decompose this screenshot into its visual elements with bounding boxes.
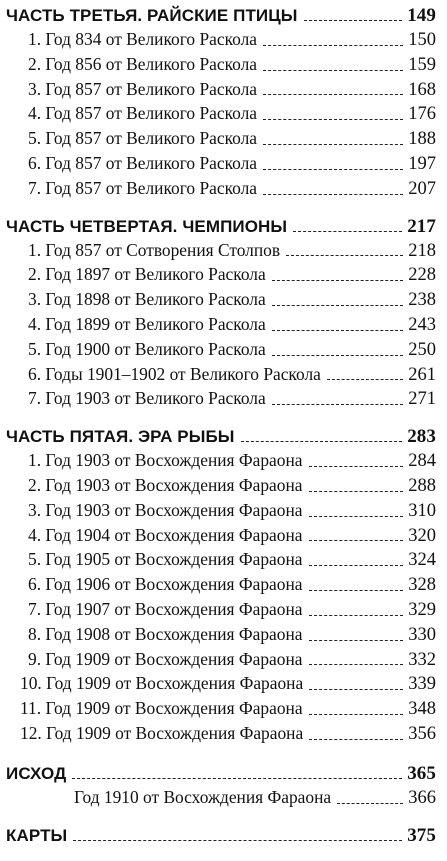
dot-leader — [309, 590, 404, 591]
dot-leader — [263, 45, 403, 46]
dot-leader — [272, 404, 404, 405]
toc-entry[interactable] — [6, 262, 436, 287]
dot-leader — [73, 840, 402, 841]
entry-title: 6. Год 1906 от Восхождения Фараона — [28, 574, 303, 595]
dot-leader — [272, 330, 404, 331]
entry-title: 2. Год 856 от Великого Раскола — [28, 53, 257, 74]
entry-title: 4. Год 1899 от Великого Раскола — [28, 313, 266, 334]
entry-page-number: 324 — [408, 550, 436, 571]
entry-page-number: 339 — [408, 674, 436, 695]
entry-page-number: 284 — [408, 451, 436, 472]
entry-page-number: 243 — [408, 314, 436, 335]
entry-title: Год 1910 от Восхождения Фараона — [74, 786, 332, 807]
toc-section — [6, 215, 436, 412]
dot-leader — [72, 778, 402, 779]
section-heading[interactable] — [6, 824, 436, 847]
toc-entry[interactable] — [6, 386, 436, 411]
toc-entry[interactable] — [6, 572, 436, 597]
toc-section — [6, 824, 436, 847]
section-heading[interactable] — [6, 215, 436, 238]
entry-page-number: 159 — [408, 54, 436, 75]
toc-entry[interactable] — [6, 671, 436, 696]
entry-page-number: 328 — [408, 575, 436, 596]
entry-page-number: 218 — [408, 240, 436, 261]
section-title: ЧАСТЬ ТРЕТЬЯ. РАЙСКИЕ ПТИЦЫ — [6, 6, 298, 25]
dot-leader — [263, 169, 403, 170]
section-title: ЧАСТЬ ЧЕТВЕРТАЯ. ЧЕМПИОНЫ — [6, 216, 288, 236]
entry-page-number: 271 — [408, 389, 436, 410]
dot-leader — [263, 94, 403, 95]
dot-leader — [309, 466, 404, 467]
section-page-number: 365 — [407, 762, 436, 784]
dot-leader — [309, 540, 404, 541]
entry-page-number: 332 — [408, 649, 436, 670]
toc-entry[interactable] — [6, 721, 436, 746]
toc-entry[interactable] — [6, 696, 436, 721]
section-title: ЧАСТЬ ПЯТАЯ. ЭРА РЫБЫ — [6, 427, 235, 447]
toc-entry[interactable] — [6, 77, 436, 102]
dot-leader — [309, 739, 403, 740]
entry-title: 5. Год 1900 от Великого Раскола — [28, 338, 266, 359]
entry-page-number: 330 — [408, 624, 436, 645]
toc-entry[interactable] — [6, 498, 436, 523]
toc-section — [6, 425, 436, 746]
entry-title: 5. Год 1905 от Восхождения Фараона — [28, 549, 303, 570]
entry-page-number: 310 — [408, 500, 436, 521]
entry-title: 1. Год 1903 от Восхождения Фараона — [28, 450, 303, 471]
entry-title: 7. Год 1907 от Восхождения Фараона — [28, 598, 303, 619]
toc-entry[interactable] — [6, 126, 436, 151]
toc-entry[interactable] — [6, 151, 436, 176]
entry-title: 3. Год 1903 от Восхождения Фараона — [28, 499, 303, 520]
entry-page-number: 288 — [408, 475, 436, 496]
entry-page-number: 168 — [408, 79, 436, 100]
entry-title: 6. Год 857 от Великого Раскола — [28, 152, 257, 173]
entry-page-number: 366 — [408, 787, 436, 808]
dot-leader — [263, 144, 403, 145]
table-of-contents — [6, 4, 436, 861]
entry-title: 1. Год 857 от Сотворения Столпов — [28, 239, 281, 260]
entry-title: 8. Год 1908 от Восхождения Фараона — [28, 623, 303, 644]
dot-leader — [272, 280, 404, 281]
toc-entry[interactable] — [6, 473, 436, 498]
toc-entry[interactable] — [6, 312, 436, 337]
toc-section — [6, 4, 436, 201]
section-heading[interactable] — [6, 425, 436, 448]
entry-page-number: 348 — [408, 699, 436, 720]
entry-page-number: 207 — [408, 178, 436, 199]
dot-leader — [293, 231, 402, 232]
dot-leader — [309, 615, 404, 616]
toc-entry[interactable] — [6, 647, 436, 672]
section-title: ИСХОД — [6, 763, 67, 783]
section-heading[interactable] — [6, 762, 436, 785]
dot-leader — [241, 441, 403, 442]
dot-leader — [309, 565, 404, 566]
entry-title: 5. Год 857 от Великого Раскола — [28, 128, 257, 149]
toc-entry[interactable] — [6, 238, 436, 263]
entry-page-number: 150 — [408, 30, 436, 50]
entry-page-number: 238 — [408, 290, 436, 311]
dot-leader — [309, 491, 404, 492]
entry-page-number: 228 — [408, 265, 436, 286]
entry-title: 2. Год 1897 от Великого Раскола — [28, 264, 266, 285]
toc-entry[interactable] — [6, 523, 436, 548]
entry-title: 4. Год 1904 от Восхождения Фараона — [28, 524, 303, 545]
dot-leader — [309, 516, 404, 517]
toc-entry[interactable] — [6, 622, 436, 647]
entry-title: 12. Год 1909 от Восхождения Фараона — [20, 722, 304, 743]
dot-leader — [309, 640, 404, 641]
toc-entry[interactable] — [6, 27, 436, 52]
entry-title: 6. Годы 1901–1902 от Великого Раскола — [28, 363, 321, 384]
entry-title: 3. Год 1898 от Великого Раскола — [28, 289, 266, 310]
entry-page-number: 250 — [408, 339, 436, 360]
entry-page-number: 356 — [408, 723, 436, 744]
entry-title: 2. Год 1903 от Восхождения Фараона — [28, 474, 303, 495]
entry-page-number: 329 — [408, 599, 436, 620]
entry-title: 4. Год 857 от Великого Раскола — [28, 103, 257, 124]
dot-leader — [327, 379, 403, 380]
section-title: КАРТЫ — [6, 825, 68, 845]
dot-leader — [337, 803, 403, 804]
toc-section — [6, 762, 436, 810]
section-page-number: 283 — [407, 426, 436, 448]
entry-page-number: 261 — [408, 364, 436, 385]
entry-title: 11. Год 1909 от Восхождения Фараона — [20, 698, 303, 719]
entry-title: 7. Год 1903 от Великого Раскола — [28, 388, 266, 409]
entry-title: 9. Год 1909 от Восхождения Фараона — [28, 648, 303, 669]
section-page-number: 375 — [407, 824, 436, 846]
toc-entry[interactable] — [6, 52, 436, 77]
section-page-number: 149 — [407, 5, 436, 26]
entry-title: 7. Год 857 от Великого Раскола — [28, 177, 257, 198]
entry-page-number: 320 — [408, 525, 436, 546]
dot-leader — [309, 689, 403, 690]
entry-title: 3. Год 857 от Великого Раскола — [28, 78, 257, 99]
dot-leader — [263, 119, 403, 120]
dot-leader — [272, 305, 404, 306]
entry-title: 10. Год 1909 от Восхождения Фараона — [20, 673, 304, 694]
toc-entry[interactable] — [6, 176, 436, 201]
toc-entry[interactable] — [6, 547, 436, 572]
section-page-number: 217 — [407, 215, 436, 237]
section-heading[interactable] — [6, 4, 436, 27]
entry-page-number: 188 — [408, 129, 436, 150]
toc-entry[interactable] — [6, 337, 436, 362]
dot-leader — [309, 664, 404, 665]
dot-leader — [286, 255, 403, 256]
toc-entry[interactable] — [6, 448, 436, 473]
dot-leader — [263, 194, 403, 195]
toc-entry[interactable] — [6, 785, 436, 810]
dot-leader — [272, 355, 404, 356]
toc-entry[interactable] — [6, 101, 436, 126]
dot-leader — [304, 20, 403, 21]
dot-leader — [309, 714, 404, 715]
toc-entry[interactable] — [6, 362, 436, 387]
entry-title: 1. Год 834 от Великого Раскола — [28, 29, 257, 49]
entry-page-number: 197 — [408, 153, 436, 174]
toc-entry[interactable] — [6, 597, 436, 622]
entry-page-number: 176 — [408, 104, 436, 125]
dot-leader — [263, 70, 403, 71]
toc-entry[interactable] — [6, 287, 436, 312]
